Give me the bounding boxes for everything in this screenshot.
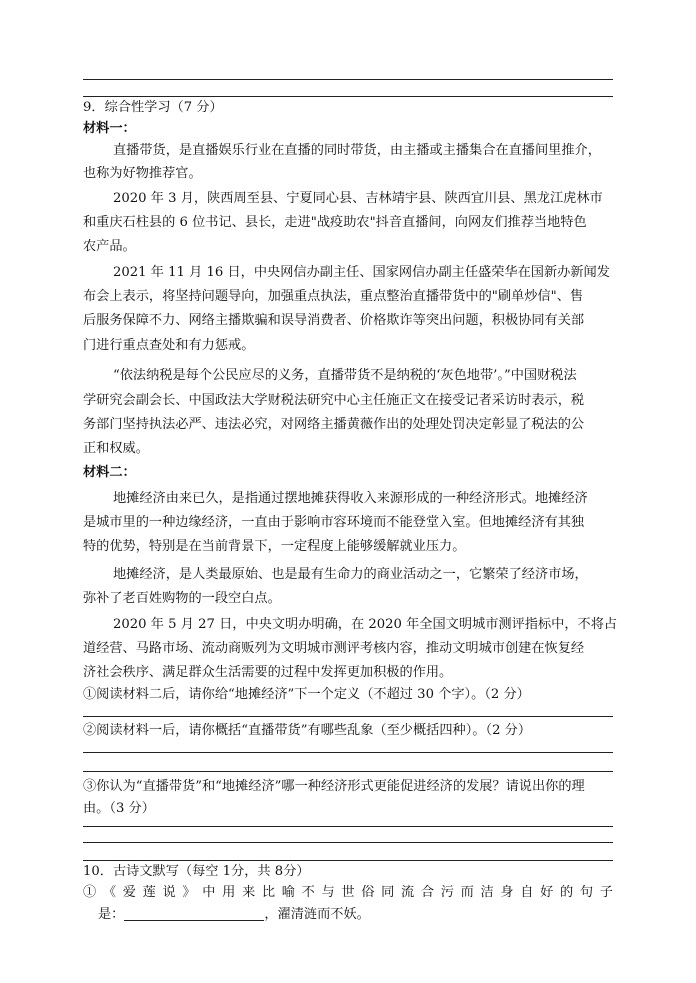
paragraph-line: 2020 年 5 月 27 日，中央文明办明确，在 2020 年全国文明城市测评指标中，不将占 xyxy=(113,617,618,632)
sub-question-3: ③你认为“直播带货”和“地摊经济”哪一种经济形式更能促进经济的发展？请说出你的理 xyxy=(83,779,585,794)
paragraph-line: 也称为好物推荐官。 xyxy=(83,166,202,181)
answer-prefix: 是： xyxy=(98,907,125,922)
recitation-item-1-answer xyxy=(98,903,628,926)
sub-question-1: ①阅读材料二后，请你给“地摊经济”下一个定义（不超过 30 个字）。（2 分） xyxy=(83,687,530,702)
recitation-item-1: ①《爱莲说》中用来比喻不与世俗同流合污而洁身自好的句子 xyxy=(83,885,613,900)
paragraph-line: 务部门坚持执法必严、违法必究，对网络主播黄薇作出的处理处罚决定彰显了税法的公 xyxy=(83,417,585,432)
question-9-title: 9．综合性学习（7 分） xyxy=(83,100,223,115)
answer-suffix: ，濯清涟而不妖。 xyxy=(264,907,370,922)
paragraph-line: 直播带货，是直播娱乐行业在直播的同时带货，由主播或主播集合在直播间里推介， xyxy=(113,143,601,158)
paragraph-line: 门进行重点查处和有力惩戒。 xyxy=(83,338,255,353)
answer-line xyxy=(83,79,613,80)
paragraph-line: 2021 年 11 月 16 日，中央网信办副主任、国家网信办副主任盛荣华在国新办新闻发 xyxy=(113,265,610,280)
answer-line[interactable] xyxy=(83,771,613,772)
paragraph-line: 2020 年 3 月，陕西周至县、宁夏同心县、吉林靖宇县、陕西宜川县、黑龙江虎林市 xyxy=(113,191,603,206)
paragraph-line: 特的优势，特别是在当前背景下，一定程度上能够缓解就业压力。 xyxy=(83,539,466,554)
answer-line[interactable] xyxy=(83,826,613,827)
paragraph-line: 是城市里的一种边缘经济，一直由于影响市容环境而不能登堂入室。但地摊经济有其独 xyxy=(83,515,585,530)
fill-in-blank[interactable] xyxy=(124,906,264,921)
material-1-label: 材料一： xyxy=(83,121,136,136)
paragraph-line: 农产品。 xyxy=(83,239,136,254)
paragraph-line: 地摊经济由来已久，是指通过摆地摊获得收入来源形成的一种经济形式。地摊经济 xyxy=(113,491,588,506)
material-2-label: 材料二： xyxy=(83,465,136,480)
paragraph-line: 济社会秩序、满足群众生活需要的过程中发挥更加积极的作用。 xyxy=(83,665,453,680)
question-10-title: 10．古诗文默写（每空 1分，共 8分） xyxy=(83,864,310,879)
paragraph-line: “依法纳税是每个公民应尽的义务，直播带货不是纳税的‘灰色地带’。”中国财税法 xyxy=(113,368,577,383)
paragraph-line: 道经营、马路市场、流动商贩列为文明城市测评考核内容，推动文明城市创建在恢复经 xyxy=(83,641,585,656)
answer-line[interactable] xyxy=(83,752,613,753)
paragraph-line: 后服务保障不力、网络主播欺骗和误导消费者、价格欺诈等突出问题，积极协同有关部 xyxy=(83,313,585,328)
paragraph-line: 和重庆石柱县的 6 位书记、县长，走进"战疫助农"抖音直播间，向网友们推荐当地特色 xyxy=(83,215,587,230)
sub-question-2: ②阅读材料一后，请你概括“直播带货”有哪些乱象（至少概括四种）。（2 分） xyxy=(83,723,532,738)
paragraph-line: 学研究会副会长、中国政法大学财税法研究中心主任施正文在接受记者采访时表示，税 xyxy=(83,393,585,408)
paragraph-line: 正和权威。 xyxy=(83,441,149,456)
paragraph-line: 地摊经济，是人类最原始、也是最有生命力的商业活动之一，它繁荣了经济市场， xyxy=(113,567,588,582)
answer-line[interactable] xyxy=(83,842,613,843)
answer-line[interactable] xyxy=(83,716,613,717)
sub-question-3-cont: 由。（3 分） xyxy=(83,801,155,816)
paragraph-line: 布会上表示，将坚持问题导向，加强重点执法，重点整治直播带货中的"刷单炒信"、售 xyxy=(83,289,584,304)
paragraph-line: 弥补了老百姓购物的一段空白点。 xyxy=(83,591,281,606)
